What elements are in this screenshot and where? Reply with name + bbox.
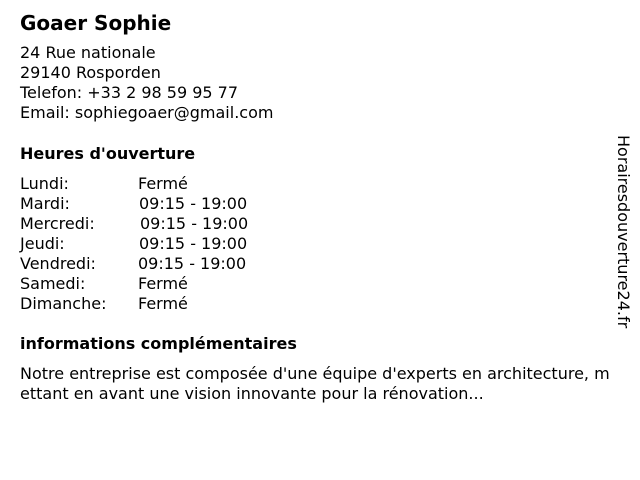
additional-info-title: informations complémentaires [20, 334, 297, 353]
opening-hours-title: Heures d'ouverture [20, 144, 196, 163]
hours-row-sunday [20, 294, 320, 314]
address-street: 24 Rue nationale [20, 43, 156, 62]
time-value: Fermé [138, 294, 188, 313]
business-name: Goaer Sophie [20, 11, 172, 35]
phone-number: Telefon: +33 2 98 59 95 77 [20, 83, 239, 102]
time-value: 09:15 - 19:00 [139, 194, 248, 213]
time-value: 09:15 - 19:00 [139, 234, 248, 253]
email-address: Email: sophiegoaer@gmail.com [20, 103, 274, 122]
opening-hours-table [20, 174, 320, 314]
hours-row-thursday [20, 234, 320, 254]
day-label: Jeudi: [20, 234, 65, 253]
hours-row-saturday [20, 274, 320, 294]
time-value: Fermé [138, 174, 188, 193]
time-value: 09:15 - 19:00 [138, 254, 247, 273]
time-value: Fermé [138, 274, 188, 293]
hours-row-monday [20, 174, 320, 194]
additional-info-text: Notre entreprise est composée d'une équipe d'experts en architecture, mettant en avant une vision innovante pour la rénovation... [20, 364, 610, 403]
day-label: Mardi: [20, 194, 70, 213]
hours-row-friday [20, 254, 320, 274]
day-label: Lundi: [20, 174, 69, 193]
time-value: 09:15 - 19:00 [140, 214, 249, 233]
hours-row-tuesday [20, 194, 320, 214]
day-label: Samedi: [20, 274, 86, 293]
contact-block [20, 43, 273, 123]
day-label: Dimanche: [20, 294, 107, 313]
site-watermark: Horairesdouverture24.fr [614, 135, 633, 329]
day-label: Mercredi: [20, 214, 95, 233]
address-city: 29140 Rosporden [20, 63, 161, 82]
day-label: Vendredi: [20, 254, 96, 273]
hours-row-wednesday [20, 214, 320, 234]
